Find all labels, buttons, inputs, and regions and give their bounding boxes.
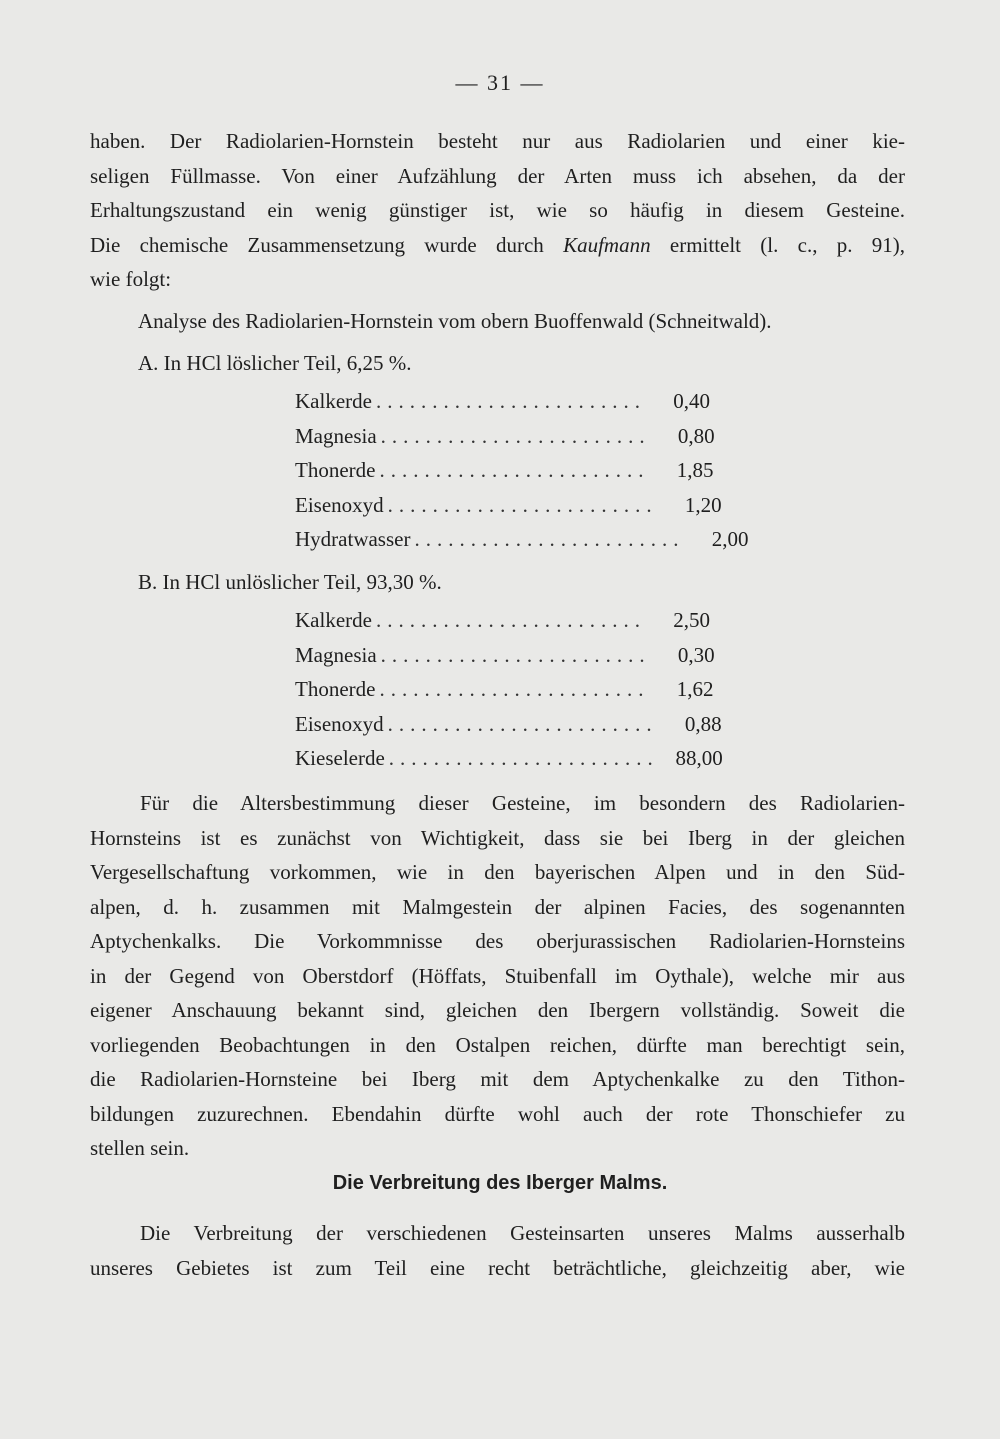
row-name: Thonerde (295, 677, 376, 701)
leader-dots: ........................ (375, 389, 646, 413)
leader-dots: ........................ (414, 527, 685, 551)
leader-dots: ........................ (380, 423, 651, 448)
row-value: 2,50 (673, 608, 710, 632)
table-row (295, 741, 723, 776)
row-value: 0,80 (677, 423, 715, 448)
row-name: Eisenoxyd (295, 711, 384, 736)
table-row (295, 419, 715, 454)
text-line: Hornsteins ist es zunächst von Wichtigkeit, dass sie bei Iberg in der gleichen (90, 825, 905, 850)
table-row (295, 522, 749, 557)
row-value: 1,20 (684, 492, 722, 517)
paragraph-3 (90, 1216, 905, 1285)
row-value: 0,88 (684, 711, 722, 736)
text-line: stellen sein. (90, 1136, 190, 1160)
table-row (295, 603, 710, 638)
leader-dots: ........................ (387, 711, 658, 736)
author-name: Kaufmann (563, 232, 651, 257)
table-row (295, 707, 722, 742)
text-line: die Radiolarien-Hornsteine bei Iberg mit dem Aptychenkalke zu den Tithon- (90, 1067, 905, 1091)
row-value: 0,40 (673, 389, 710, 413)
row-name: Kalkerde (295, 608, 372, 632)
table-row (295, 672, 714, 707)
text-line: unseres Gebietes ist zum Teil eine recht beträchtliche, gleichzeitig aber, wie (90, 1255, 905, 1280)
leader-dots: ........................ (375, 608, 646, 632)
row-name: Thonerde (295, 458, 376, 482)
text-line: alpen, d. h. zusammen mit Malmgestein der alpinen Facies, des sogenannten (90, 894, 905, 919)
row-name: Eisenoxyd (295, 492, 384, 517)
text-segment: ermittelt (l. c., p. 91), (669, 232, 906, 257)
leader-dots: ........................ (379, 458, 650, 482)
page-number: — 31 — (455, 70, 545, 95)
text-line: vorliegenden Beobachtungen in den Ostalpen reichen, dürfte man berechtigt sein, (90, 1032, 905, 1057)
text-line: Erhaltungszustand ein wenig günstiger ist, wie so häufig in diesem Gesteine. (90, 198, 905, 222)
paragraph-2 (90, 786, 905, 1166)
table-row (295, 638, 715, 673)
row-value: 2,00 (711, 527, 749, 551)
section-heading: Die Verbreitung des Iberger Malms. (332, 1172, 668, 1194)
row-value: 0,30 (677, 642, 715, 667)
text-segment: Die chemische Zusammensetzung wurde durch (90, 232, 544, 257)
leader-dots: ........................ (387, 492, 658, 517)
text-line: bildungen zuzurechnen. Ebendahin dürfte wohl auch der rote Thonschiefer zu (90, 1101, 905, 1126)
text-line: Die Verbreitung der verschiedenen Gesteinsarten unseres Malms ausserhalb (140, 1221, 905, 1245)
text-line: Aptychenkalks. Die Vorkommnisse des oberjurassischen Radiolarien-Hornsteins (90, 929, 905, 953)
row-value: 88,00 (675, 746, 723, 770)
row-value: 1,62 (676, 677, 714, 701)
row-name: Hydratwasser (295, 527, 411, 551)
text-line: Für die Altersbestimmung dieser Gesteine, im besondern des Radiolarien- (140, 791, 905, 815)
section-a-table (295, 384, 749, 557)
text-line-author (90, 228, 905, 263)
text-line: seligen Füllmasse. Von einer Aufzählung der Arten muss ich absehen, da der (90, 163, 905, 188)
table-row (295, 384, 710, 419)
leader-dots: ........................ (388, 746, 659, 770)
section-b-table (295, 603, 723, 776)
row-name: Magnesia (295, 642, 377, 667)
section-b-heading: B. In HCl unlöslicher Teil, 93,30 %. (138, 570, 442, 594)
section-a-heading: A. In HCl löslicher Teil, 6,25 %. (138, 351, 412, 375)
text-line: wie folgt: (90, 267, 172, 291)
text-line: eigener Anschauung bekannt sind, gleichen den Ibergern vollständig. Soweit die (90, 998, 905, 1022)
table-row (295, 488, 722, 523)
text-line: in der Gegend von Oberstdorf (Höffats, Stuibenfall im Oythale), welche mir aus (90, 963, 905, 988)
row-value: 1,85 (676, 458, 714, 482)
paragraph-1 (90, 124, 905, 297)
leader-dots: ........................ (379, 677, 650, 701)
row-name: Kalkerde (295, 389, 372, 413)
text-line: Vergesellschaftung vorkommen, wie in den bayerischen Alpen und in den Süd- (90, 860, 905, 884)
analysis-caption: Analyse des Radiolarien-Hornstein vom obern Buoffenwald (Schneitwald). (138, 309, 772, 333)
row-name: Magnesia (295, 423, 377, 448)
row-name: Kieselerde (295, 746, 385, 770)
leader-dots: ........................ (380, 642, 651, 667)
text-line: haben. Der Radiolarien-Hornstein besteht nur aus Radiolarien und einer kie- (90, 129, 905, 153)
table-row (295, 453, 714, 488)
